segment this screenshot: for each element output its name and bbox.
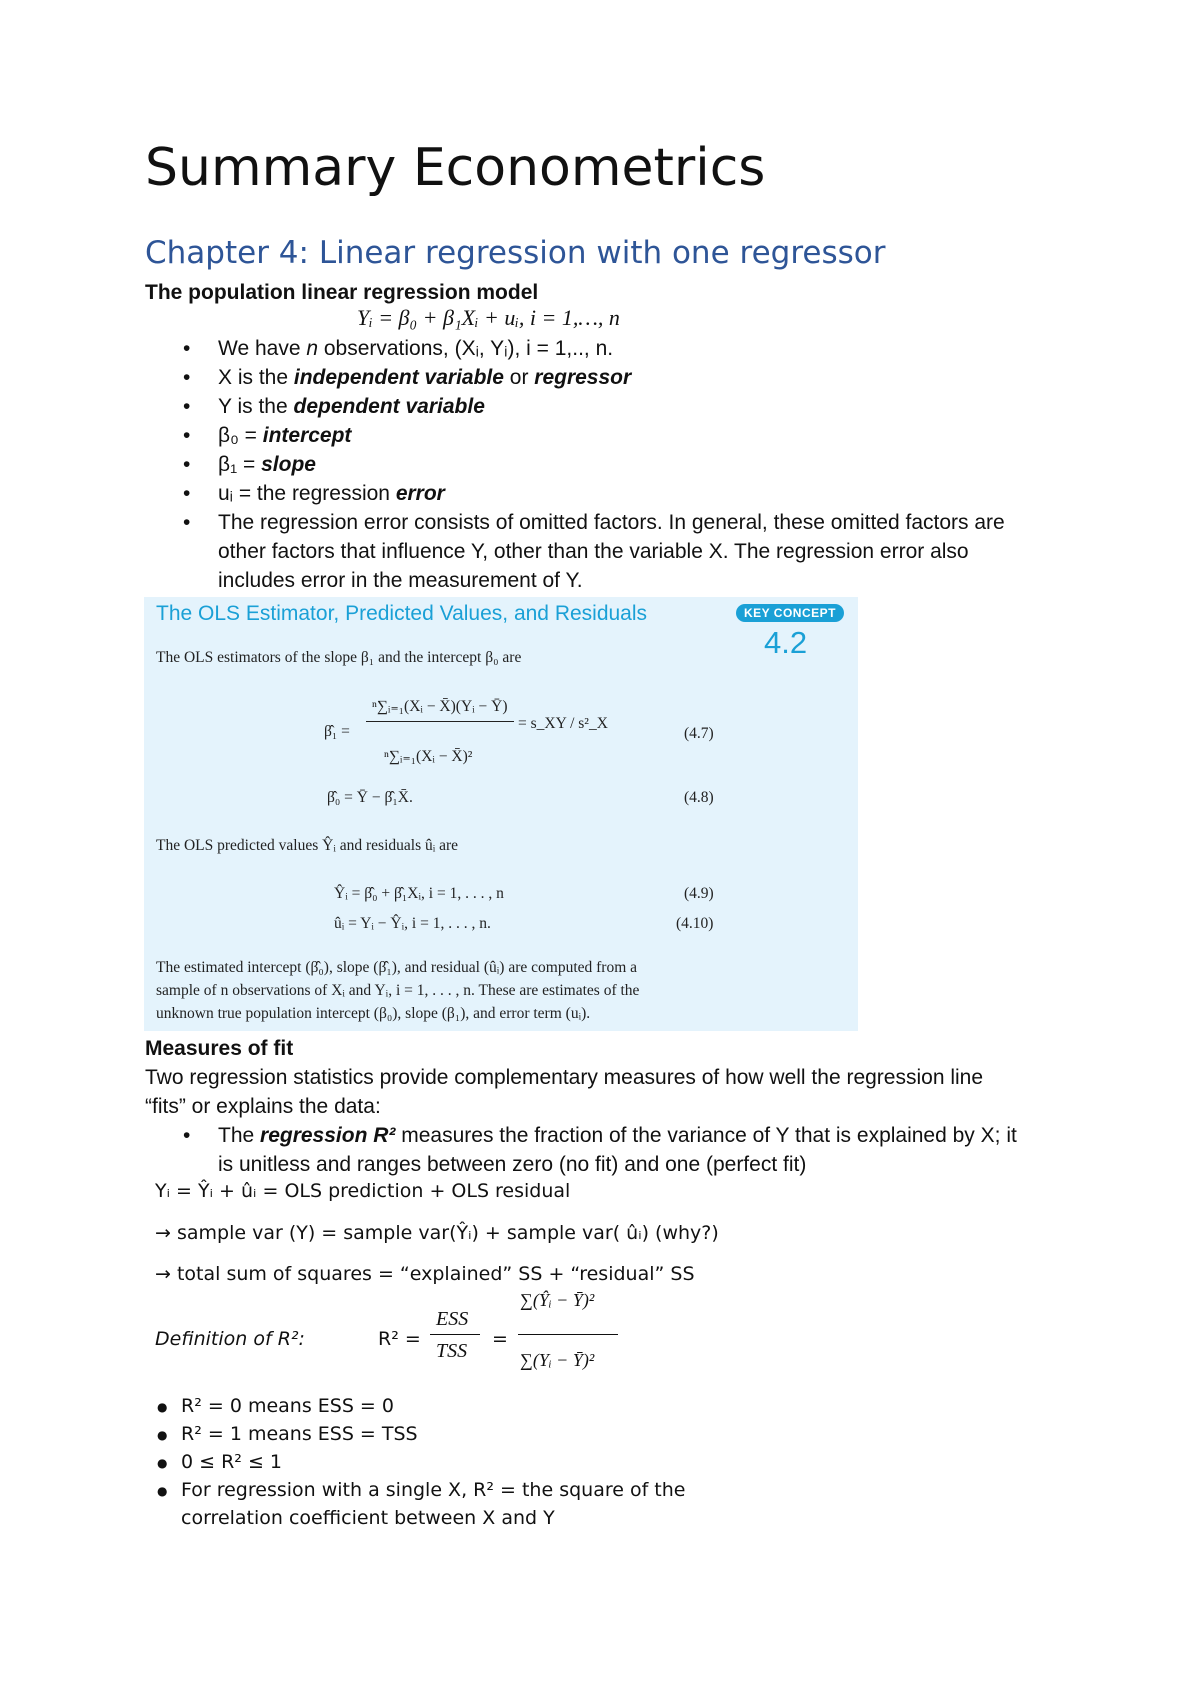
r2-properties-list-continuation: correlation coefficient between X and Y [181, 1507, 555, 1529]
eq47-rhs: = s_XY / s²_X [518, 715, 608, 732]
eq49-tag: (4.9) [684, 885, 714, 902]
eq47-numerator: ⁿ∑ᵢ₌₁(Xᵢ − X̄)(Yᵢ − Ȳ) [372, 698, 508, 715]
beta1-hat-lhs: β̂₁ = [324, 723, 350, 740]
list-item: • uᵢ = the regression error [183, 482, 445, 505]
sum-of-squares-line: → total sum of squares = “explained” SS + “residual” SS [155, 1263, 695, 1285]
eq47-denominator: ⁿ∑ᵢ₌₁(Xᵢ − X̄)² [384, 748, 473, 765]
variance-decomposition-line: → sample var (Y) = sample var(Ŷᵢ) + sample var( ûᵢ) (why?) [155, 1222, 719, 1244]
decomposition-line: Yᵢ = Ŷᵢ + ûᵢ = OLS prediction + OLS residual [155, 1180, 571, 1202]
list-item: • β₀ = intercept [183, 424, 352, 447]
r2-bullet: The regression R² measures the fraction of the variance of Y that is explained by X; it [218, 1124, 1017, 1147]
fit-paragraph-line-1: Two regression statistics provide complementary measures of how well the regression line [145, 1066, 984, 1089]
eq47-tag: (4.7) [684, 725, 714, 742]
r2-bullet-dot: • [183, 1124, 191, 1147]
list-item: ● R² = 1 means ESS = TSS [145, 1420, 865, 1448]
eq48: β̂₀ = Ȳ − β̂₁X̄. [327, 789, 413, 806]
tss-denominator: TSS [436, 1340, 468, 1362]
list-item: • Y is the dependent variable [183, 395, 485, 418]
key-concept-box [144, 597, 858, 1031]
ols-intro-text: The OLS estimators of the slope β₁ and the intercept β₀ are [156, 649, 522, 666]
eq48-tag: (4.8) [684, 789, 714, 806]
ess-numerator: ESS [436, 1308, 469, 1330]
section-heading-measures-of-fit: Measures of fit [145, 1037, 294, 1060]
note-line-3: unknown true population intercept (β₀), slope (β₁), and error term (uᵢ). [156, 1005, 591, 1022]
r2-fraction-bar [518, 1334, 618, 1335]
eq410-tag: (4.10) [676, 915, 714, 932]
ess-tss-fraction-bar [430, 1334, 480, 1335]
note-line-1: The estimated intercept (β̂₀), slope (β̂₁), and residual (ûᵢ) are computed from a [156, 959, 638, 976]
key-concept-title: The OLS Estimator, Predicted Values, and Residuals [156, 602, 648, 625]
key-concept-badge: KEY CONCEPT [736, 604, 844, 622]
r2-definition-equals: = [492, 1328, 508, 1350]
r2-properties-list [145, 1392, 865, 1504]
r2-definition-label: Definition of R²: [155, 1328, 305, 1350]
predicted-intro-text: The OLS predicted values Ŷᵢ and residuals ûᵢ are [156, 837, 459, 854]
list-item: ● 0 ≤ R² ≤ 1 [145, 1448, 865, 1476]
list-item: ● For regression with a single X, R² = the square of the [145, 1476, 865, 1504]
document-title: Summary Econometrics [145, 138, 766, 198]
r2-bullet-line-2: is unitless and ranges between zero (no fit) and one (perfect fit) [218, 1153, 807, 1176]
section-heading-population-model: The population linear regression model [145, 281, 539, 304]
list-item: • The regression error consists of omitted factors. In general, these omitted factors are other factors that influence Y, other than the variable X. The regression error also includes error in the measurement of Y. [183, 511, 1005, 592]
model-equation: Yᵢ = β₀ + β₁Xᵢ + uᵢ, i = 1,…, n [357, 305, 620, 330]
list-item: • X is the independent variable or regressor [183, 366, 632, 389]
list-item: • β₁ = slope [183, 453, 316, 476]
definition-list [145, 334, 1085, 595]
r2-definition-lhs: R² = [378, 1328, 421, 1350]
note-line-2: sample of n observations of Xᵢ and Yᵢ, i = 1, . . . , n. These are estimates of the [156, 982, 640, 999]
list-item: ● R² = 0 means ESS = 0 [145, 1392, 865, 1420]
eq47-fraction-bar [366, 721, 514, 722]
key-concept-number: 4.2 [764, 625, 808, 660]
eq49: Ŷᵢ = β̂₀ + β̂₁Xᵢ, i = 1, . . . , n [334, 885, 504, 902]
list-item: • We have n observations, (Xᵢ, Yᵢ), i = 1,.., n. [183, 337, 614, 360]
eq410: ûᵢ = Yᵢ − Ŷᵢ, i = 1, . . . , n. [334, 915, 491, 932]
explained-ss-numerator: ∑(Ŷᵢ − Ȳ)² [520, 1290, 595, 1310]
fit-paragraph-line-2: “fits” or explains the data: [145, 1095, 381, 1118]
chapter-heading: Chapter 4: Linear regression with one regressor [145, 235, 886, 271]
total-ss-denominator: ∑(Yᵢ − Ȳ)² [520, 1350, 595, 1370]
